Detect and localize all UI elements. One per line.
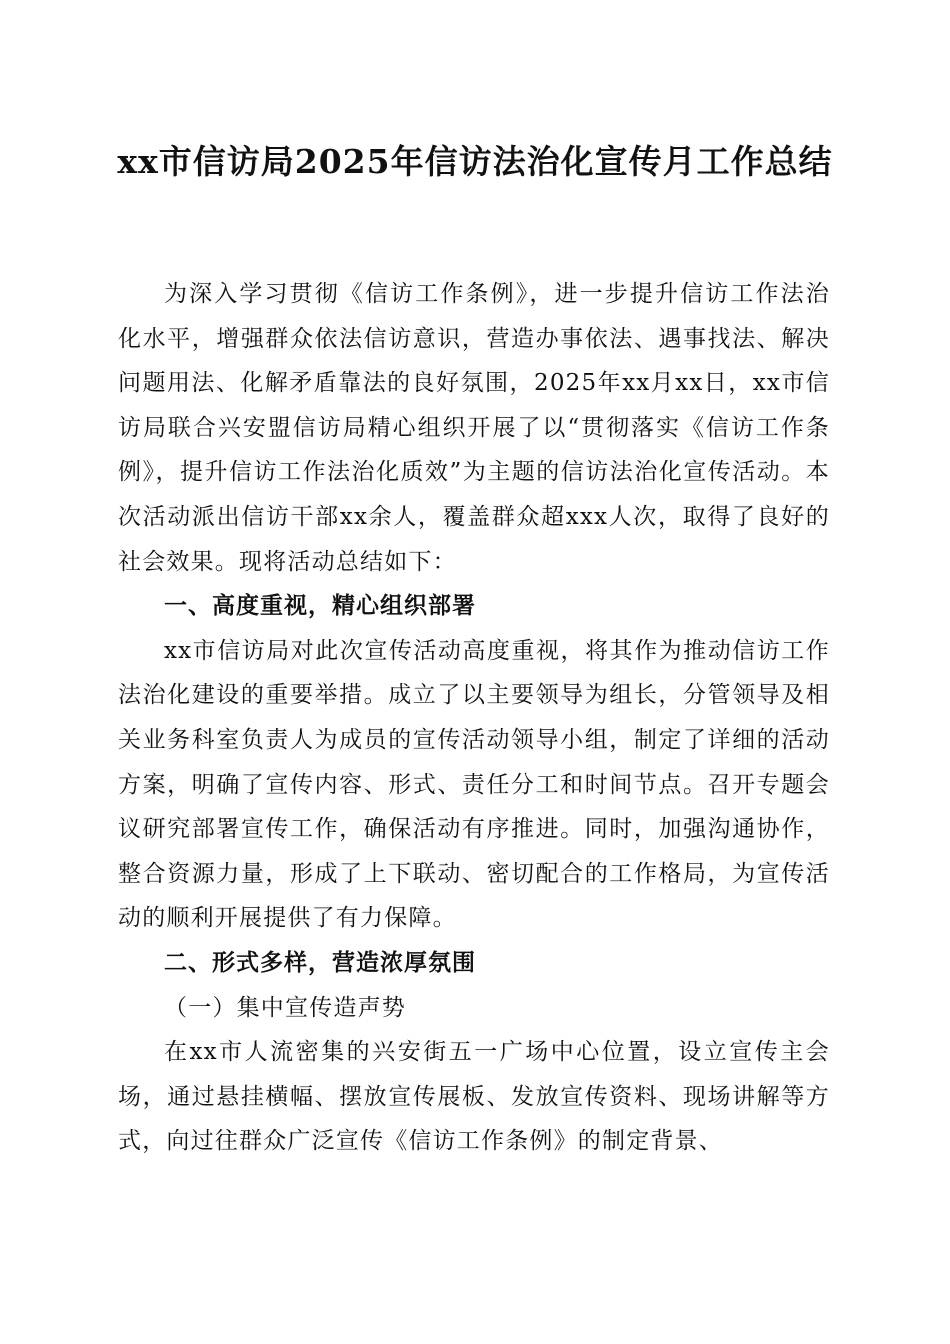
section2-paragraph: 在xx市人流密集的兴安街五一广场中心位置，设立宣传主会场，通过悬挂横幅、摆放宣传展板、发放宣传资料、现场讲解等方式，向过往群众广泛宣传《信访工作条例》的制定背景、	[118, 1039, 830, 1155]
section2-subheading: （一）集中宣传造声势	[164, 994, 406, 1021]
document-body	[118, 272, 830, 1164]
document-title: xx市信访局2025年信访法治化宣传月工作总结	[117, 142, 833, 181]
section1-heading: 一、高度重视，精心组织部署	[164, 593, 476, 620]
section2-heading: 二、形式多样，营造浓厚氛围	[164, 949, 476, 976]
section1-paragraph: xx市信访局对此次宣传活动高度重视，将其作为推动信访工作法治化建设的重要举措。成立了以主要领导为组长，分管领导及相关业务科室负责人为成员的宣传活动领导小组，制定了详细的活动方案，明确了宣传内容、形式、责任分工和时间节点。召开专题会议研究部署宣传工作，确保活动有序推进。同时，加强沟通协作，整合资源力量，形成了上下联动、密切配合的工作格局，为宣传活动的顺利开展提供了有力保障。	[118, 637, 830, 932]
intro-paragraph: 为深入学习贯彻《信访工作条例》，进一步提升信访工作法治化水平，增强群众依法信访意识，营造办事依法、遇事找法、解决问题用法、化解矛盾靠法的良好氛围，2025年xx月xx日，xx市信访局联合兴安盟信访局精心组织开展了以“贯彻落实《信访工作条例》，提升信访工作法治化质效”为主题的信访法治化宣传活动。本次活动派出信访干部xx余人，覆盖群众超xxx人次，取得了良好的社会效果。现将活动总结如下：	[118, 281, 830, 575]
